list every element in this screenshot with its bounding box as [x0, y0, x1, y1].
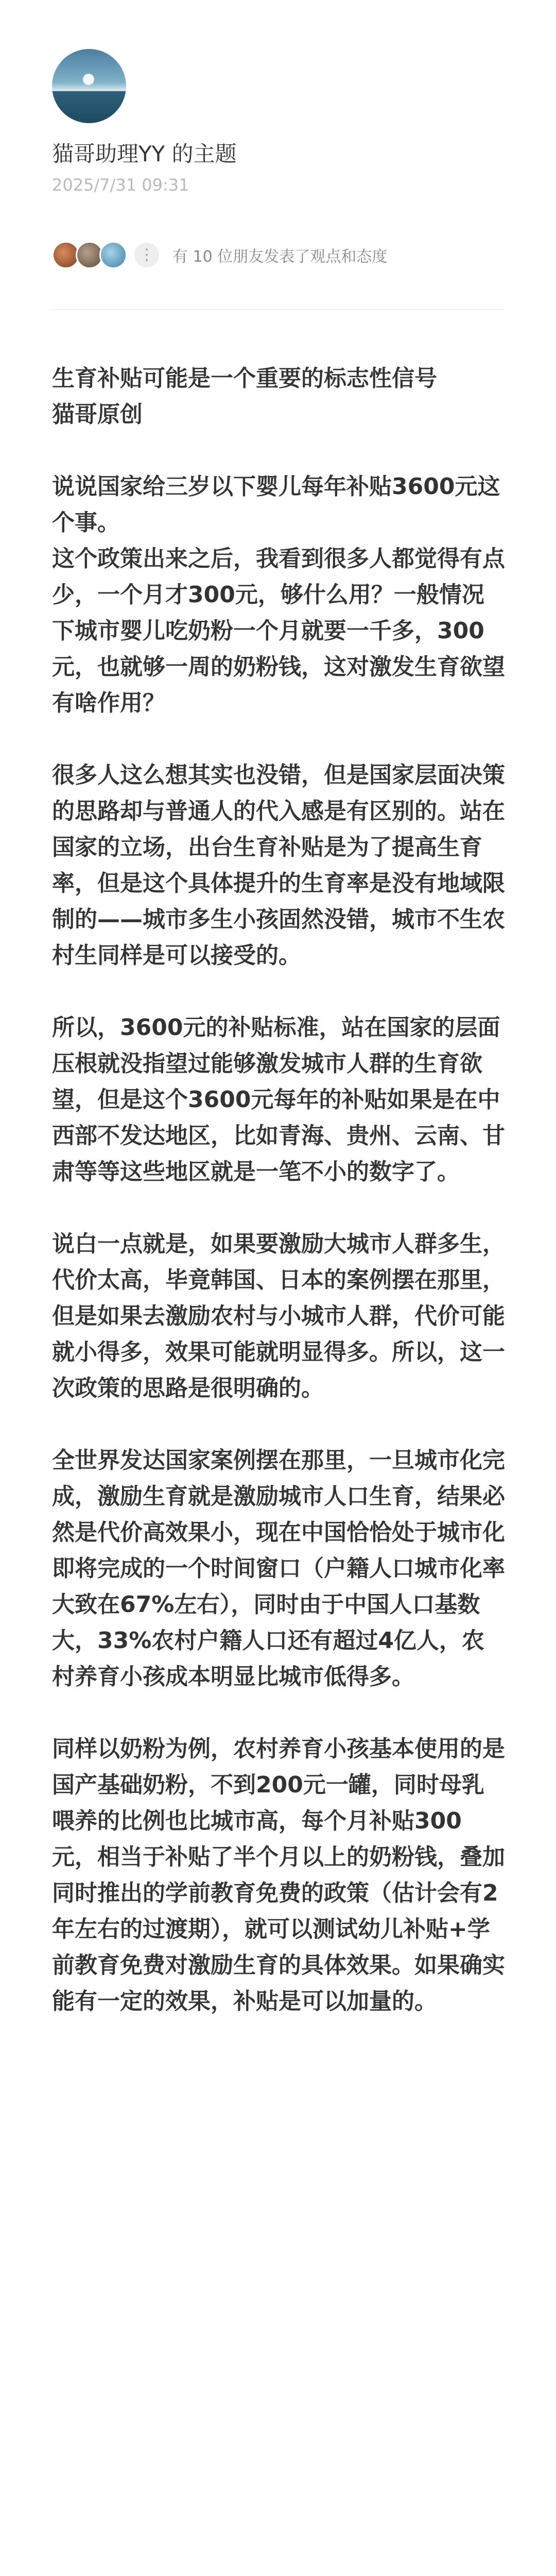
post-header — [52, 49, 505, 196]
post-time: 2025/7/31 09:31 — [52, 175, 189, 195]
post-paragraph — [52, 469, 505, 721]
author-avatar[interactable] — [52, 49, 126, 123]
post-line: 所以，3600元的补贴标准，站在国家的层面压根就没指望过能够激发城市人群的生育欲望，但是这个3600元每年的补贴如果是在中西部不发达地区，比如青海、贵州、云南、甘肃等等这些地区就是一笔不小的数字了。 — [52, 1014, 505, 1185]
divider — [52, 309, 504, 310]
post-content — [52, 361, 505, 2056]
avatar-sea — [52, 91, 126, 123]
reaction-summary: 有 10 位朋友发表了观点和态度 — [172, 248, 388, 266]
post-paragraph — [52, 1443, 505, 1695]
post-line: 说说国家给三岁以下婴儿每年补贴3600元这个事。 — [52, 473, 500, 536]
post-paragraph — [52, 1010, 505, 1190]
post-paragraph — [52, 1226, 505, 1406]
post-line: 生育补贴可能是一个重要的标志性信号 — [52, 365, 437, 392]
reaction-avatar — [99, 241, 127, 269]
post-paragraph — [52, 361, 505, 433]
more-dots-icon[interactable]: ⋮ — [134, 243, 159, 267]
post-paragraph — [52, 1731, 505, 2020]
post-line: 全世界发达国家案例摆在那里，一旦城市化完成，激励生育就是激励城市人口生育，结果必然是代价高效果小，现在中国恰恰处于城市化即将完成的一个时间窗口（户籍人口城市化率大致在67%左右），同时由于中国人口基数大，33%农村户籍人口还有超过4亿人，农村养育小孩成本明显比城市低得多。 — [52, 1447, 505, 1690]
post-line: 很多人这么想其实也没错，但是国家层面决策的思路却与普通人的代入感是有区别的。站在国家的立场，出台生育补贴是为了提高生育率，但是这个具体提升的生育率是没有地域限制的——城市多生小孩固然没错，城市不生农村生同样是可以接受的。 — [52, 762, 505, 969]
avatar-sun — [83, 74, 94, 85]
post-line: 同样以奶粉为例，农村养育小孩基本使用的是国产基础奶粉，不到200元一罐，同时母乳喂养的比例也比城市高，每个月补贴300元，相当于补贴了半个月以上的奶粉钱，叠加同时推出的学前教育免费的政策（估计会有2年左右的过渡期），就可以测试幼儿补贴+学前教育免费对激励生育的具体效果。如果确实能有一定的效果，补贴是可以加量的。 — [52, 1736, 505, 2014]
post-paragraph — [52, 757, 505, 974]
reactions-bar[interactable] — [52, 240, 387, 270]
post-line: 说白一点就是，如果要激励大城市人群多生，代价太高，毕竟韩国、日本的案例摆在那里，但是如果去激励农村与小城市人群，代价可能就小得多，效果可能就明显得多。所以，这一次政策的思路是很明确的。 — [52, 1231, 505, 1401]
post-line: 这个政策出来之后，我看到很多人都觉得有点少，一个月才300元，够什么用？一般情况下城市婴儿吃奶粉一个月就要一千多，300元，也就够一周的奶粉钱，这对激发生育欲望有啥作用？ — [52, 546, 505, 716]
post-line: 猫哥原创 — [52, 401, 143, 428]
content-fade-overlay — [0, 2566, 556, 2576]
author-name[interactable]: 猫哥助理YY 的主题 — [52, 141, 237, 166]
